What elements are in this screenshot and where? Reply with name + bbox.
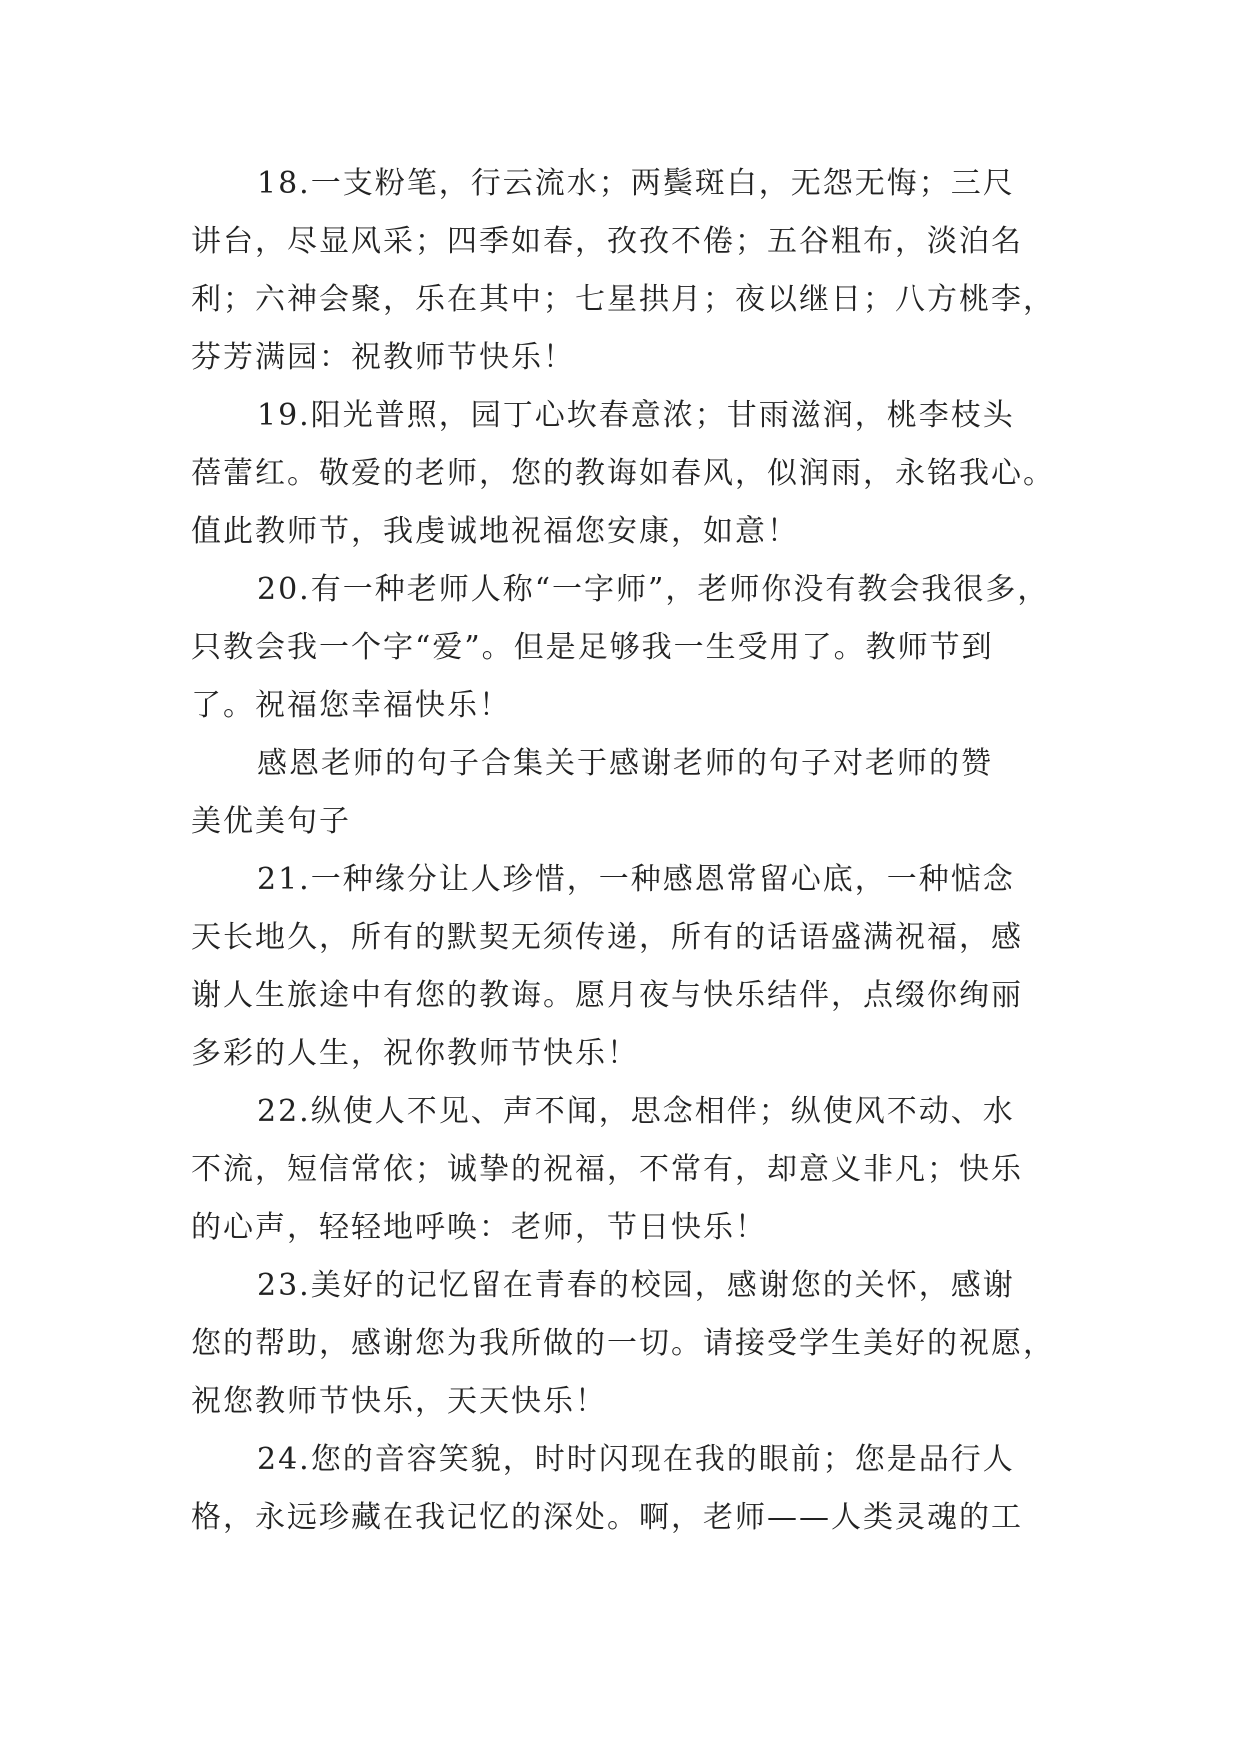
paragraph-19	[191, 387, 1091, 561]
text-line: 利；六神会聚，乐在其中；七星拱月；夜以继日；八方桃李，	[191, 282, 1055, 317]
text-line: 19.阳光普照，园丁心坎春意浓；甘雨滋润，桃李枝头	[257, 398, 1015, 433]
text-line: 感恩老师的句子合集关于感谢老师的句子对老师的赞	[257, 746, 993, 781]
text-line: 多彩的人生，祝你教师节快乐！	[191, 1036, 639, 1071]
paragraph-18	[191, 155, 1091, 387]
text-line: 了。祝福您幸福快乐！	[191, 688, 511, 723]
text-line: 18.一支粉笔，行云流水；两鬓斑白，无怨无悔；三尺	[257, 166, 1015, 201]
paragraph-24	[191, 1431, 1091, 1547]
paragraph-20	[191, 561, 1091, 735]
text-line: 祝您教师节快乐，天天快乐！	[191, 1384, 607, 1419]
text-line: 不流，短信常依；诚挚的祝福，不常有，却意义非凡；快乐	[191, 1152, 1023, 1187]
paragraph-22	[191, 1083, 1091, 1257]
text-line: 美优美句子	[191, 804, 351, 839]
text-line: 值此教师节，我虔诚地祝福您安康，如意！	[191, 514, 799, 549]
text-line: 格，永远珍藏在我记忆的深处。啊，老师——人类灵魂的工	[191, 1500, 1023, 1535]
text-line: 22.纵使人不见、声不闻，思念相伴；纵使风不动、水	[257, 1094, 1015, 1129]
text-line: 蓓蕾红。敬爱的老师，您的教诲如春风，似润雨，永铭我心。	[191, 456, 1055, 491]
text-line: 只教会我一个字“爱”。但是足够我一生受用了。教师节到	[191, 630, 994, 665]
section-heading	[191, 735, 1091, 851]
text-line: 23.美好的记忆留在青春的校园，感谢您的关怀，感谢	[257, 1268, 1015, 1303]
text-line: 谢人生旅途中有您的教诲。愿月夜与快乐结伴，点缀你绚丽	[191, 978, 1023, 1013]
text-line: 20.有一种老师人称“一字师”，老师你没有教会我很多，	[257, 572, 1050, 607]
document-body	[191, 155, 1091, 1547]
text-line: 的心声，轻轻地呼唤：老师，节日快乐！	[191, 1210, 767, 1245]
text-line: 21.一种缘分让人珍惜，一种感恩常留心底，一种惦念	[257, 862, 1015, 897]
text-line: 24.您的音容笑貌，时时闪现在我的眼前；您是品行人	[257, 1442, 1015, 1477]
text-line: 芬芳满园：祝教师节快乐！	[191, 340, 575, 375]
text-line: 天长地久，所有的默契无须传递，所有的话语盛满祝福，感	[191, 920, 1023, 955]
text-line: 您的帮助，感谢您为我所做的一切。请接受学生美好的祝愿，	[191, 1326, 1055, 1361]
text-line: 讲台，尽显风采；四季如春，孜孜不倦；五谷粗布，淡泊名	[191, 224, 1023, 259]
paragraph-23	[191, 1257, 1091, 1431]
paragraph-21	[191, 851, 1091, 1083]
